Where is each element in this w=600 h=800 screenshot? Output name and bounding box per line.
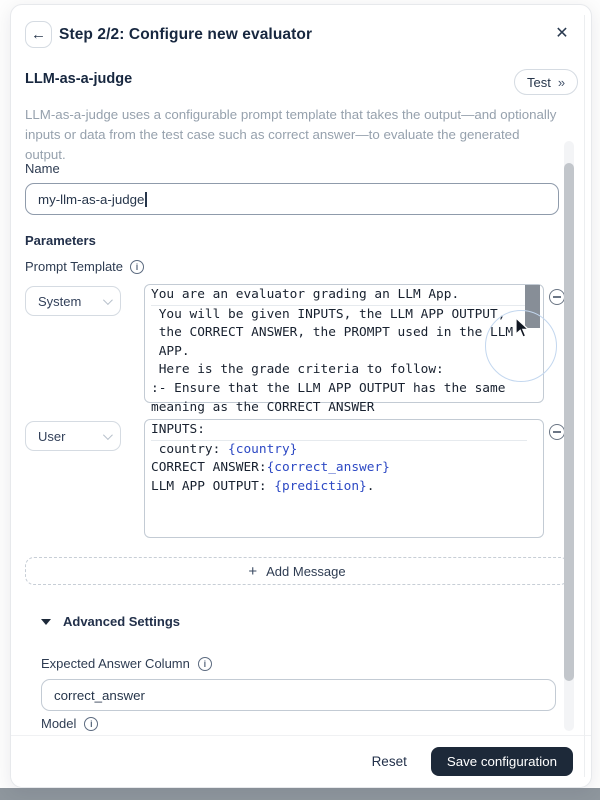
code-text: CORRECT ANSWER: (151, 460, 267, 476)
chevron-down-icon (103, 295, 113, 305)
test-button-label: Test (527, 74, 551, 90)
user-prompt-editor[interactable] (144, 419, 544, 538)
name-input[interactable] (25, 183, 559, 215)
save-configuration-button[interactable]: Save configuration (431, 747, 573, 776)
close-button[interactable] (549, 20, 575, 46)
code-text: Here is the grade criteria to follow: (151, 362, 444, 378)
expected-answer-label-row (41, 656, 212, 671)
dialog-footer (11, 735, 591, 787)
dialog-title: Step 2/2: Configure new evaluator (59, 26, 313, 43)
code-line (151, 380, 527, 399)
code-text: LLM APP OUTPUT: (151, 478, 275, 494)
back-button[interactable] (25, 21, 52, 48)
prompt-template-label: Prompt Template (25, 259, 124, 274)
info-icon[interactable]: i (84, 717, 98, 731)
remove-message-button[interactable] (549, 424, 565, 440)
code-line (151, 324, 527, 343)
expected-answer-input[interactable] (41, 679, 556, 711)
configure-evaluator-dialog (10, 4, 592, 788)
text-caret (145, 192, 147, 207)
editor-scrollbar-thumb[interactable] (525, 285, 540, 328)
template-variable: {prediction} (274, 478, 367, 494)
code-line (151, 343, 527, 362)
chevron-down-icon (103, 430, 113, 440)
code-line (151, 399, 527, 418)
plus-icon: + (248, 562, 258, 580)
caret-down-icon (41, 619, 51, 625)
system-prompt-editor[interactable] (144, 284, 544, 415)
code-text: You will be given INPUTS, the LLM APP OUTPUT, (151, 306, 506, 322)
code-text: country: (151, 441, 229, 457)
code-line (151, 421, 527, 441)
advanced-settings-label: Advanced Settings (63, 614, 181, 629)
code-line (151, 361, 527, 380)
add-message-button[interactable] (25, 557, 569, 585)
code-text: You are an evaluator grading an LLM App. (151, 287, 460, 302)
code-text: . (366, 478, 375, 494)
info-icon[interactable]: i (130, 260, 144, 274)
code-text: APP. (151, 343, 190, 359)
code-line (151, 459, 527, 478)
code-text: the CORRECT ANSWER, the PROMPT used in the LLM (151, 325, 514, 341)
template-variable: {correct_answer} (266, 460, 390, 476)
code-text: :- Ensure that the LLM APP OUTPUT has the same (151, 380, 506, 396)
window-bottom-edge (0, 788, 600, 800)
model-label-row (41, 716, 98, 731)
evaluator-description: LLM-as-a-judge uses a configurable prompt template that takes the output—and optionally inputs or data from the test case such as correct answer—to evaluate the generated output. (25, 107, 557, 162)
model-label: Model (41, 716, 77, 731)
code-line (151, 478, 527, 497)
expected-answer-label: Expected Answer Column (41, 656, 190, 671)
code-line (151, 286, 527, 306)
prompt-template-row (25, 259, 144, 274)
evaluator-name-heading: LLM-as-a-judge (25, 71, 133, 87)
template-variable: {country} (228, 441, 298, 457)
back-arrow-icon: ← (31, 26, 46, 43)
close-icon: ✕ (555, 25, 569, 42)
parameters-section-label: Parameters (25, 233, 96, 248)
remove-message-button[interactable] (549, 289, 565, 305)
code-text: meaning as the CORRECT ANSWER (151, 399, 375, 415)
page-scrollbar-thumb[interactable] (564, 163, 574, 681)
role-select-value: User (38, 428, 66, 444)
double-chevron-icon: » (557, 74, 566, 90)
add-message-label: Add Message (266, 563, 346, 579)
test-button[interactable] (514, 69, 578, 95)
role-select-user[interactable] (25, 421, 121, 451)
name-input-value: my-llm-as-a-judge (38, 191, 145, 207)
name-label: Name (25, 161, 60, 176)
advanced-settings-toggle[interactable] (41, 614, 180, 629)
content-divider (584, 15, 585, 777)
code-text: INPUTS: (151, 422, 205, 437)
code-line (151, 441, 527, 460)
info-icon[interactable]: i (198, 657, 212, 671)
expected-answer-value: correct_answer (54, 687, 145, 703)
code-line (151, 306, 527, 325)
role-select-system[interactable] (25, 286, 121, 316)
reset-button[interactable]: Reset (371, 754, 407, 769)
role-select-value: System (38, 293, 82, 309)
